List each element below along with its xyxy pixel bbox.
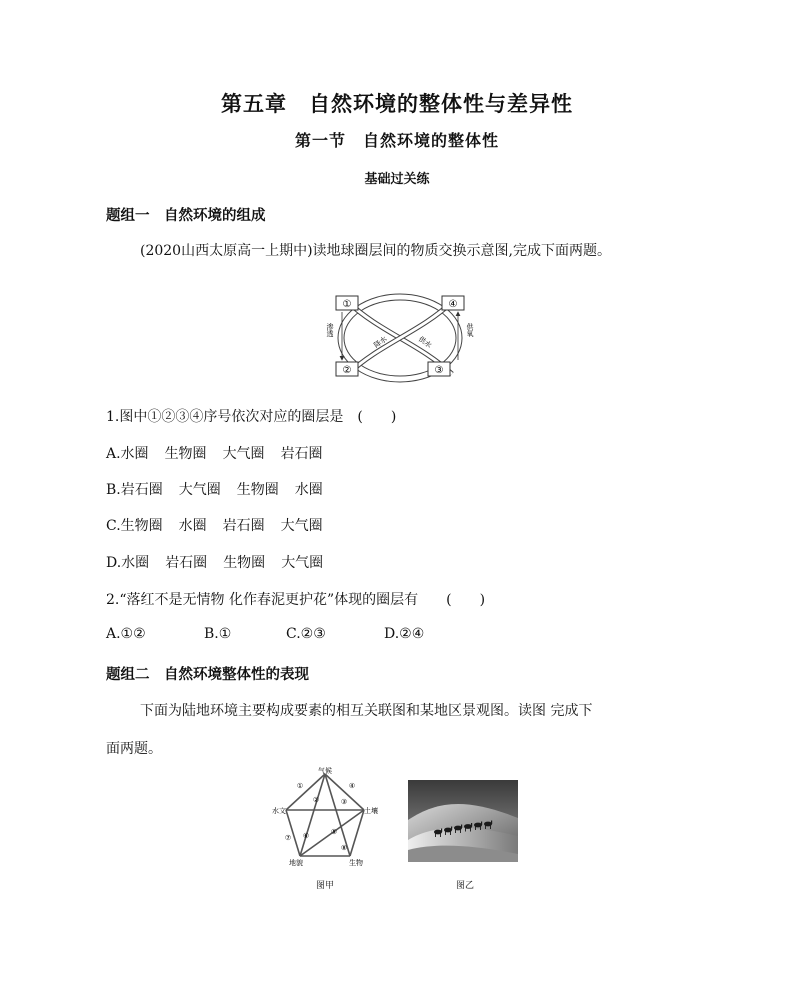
cross-right-label: 供水 (416, 335, 433, 350)
label-3: ③ (340, 798, 348, 806)
q2-option-d[interactable]: D.②④ (384, 626, 425, 642)
figure-b-caption: 图乙 (456, 881, 475, 891)
group2-title: 题组二 自然环境整体性的表现 (106, 666, 309, 683)
figure-a-caption: 图甲 (316, 881, 335, 891)
node-biology: 生物 (349, 859, 363, 867)
group2-intro-line2: 面两题。 (106, 741, 162, 757)
group2-intro-line1: 下面为陆地环境主要构成要素的相互关联图和某地区景观图。读图 完成下 (140, 703, 593, 719)
label-8: ⑧ (340, 844, 348, 852)
q2-option-c[interactable]: C.②③ (286, 626, 326, 642)
subsection-title: 基础过关练 (364, 172, 430, 187)
node-landform: 地貌 (289, 859, 303, 867)
section-title: 第一节 自然环境的整体性 (294, 131, 499, 150)
q2-stem: 2.“落红不是无情物 化作春泥更护花”体现的圈层有 ( ) (106, 592, 486, 608)
label-2: ② (312, 796, 320, 804)
box-3-label: ③ (434, 365, 444, 376)
label-6: ⑥ (302, 832, 310, 840)
box-2-label: ② (342, 365, 352, 376)
box-4-label: ④ (448, 299, 458, 310)
node-climate: 气候 (318, 767, 332, 775)
q1-option-a[interactable]: A.水圈 生物圈 大气圈 岩石圈 (106, 446, 323, 462)
q1-option-c[interactable]: C.生物圈 水圈 岩石圈 大气圈 (106, 518, 323, 534)
edge-hydro-landform (286, 810, 300, 856)
chapter-title: 第五章 自然环境的整体性与差异性 (221, 91, 573, 116)
q1-option-b[interactable]: B.岩石圈 大气圈 生物圈 水圈 (106, 482, 323, 498)
right-label: 供氧 (466, 323, 474, 337)
box-1-label: ① (342, 299, 352, 310)
figure-b-desert-photo (408, 780, 518, 862)
label-7: ⑦ (284, 834, 292, 842)
figure-a-relation-diagram (270, 764, 380, 874)
group1-intro: (2020山西太原高一上期中)读地球圈层间的物质交换示意图,完成下面两题。 (140, 243, 612, 259)
label-4: ④ (348, 782, 356, 790)
node-soil: 土壤 (364, 807, 378, 815)
label-1: ① (296, 782, 304, 790)
node-hydrology: 水文 (272, 807, 286, 815)
group1-title: 题组一 自然环境的组成 (106, 207, 266, 224)
left-label: 渗透 (326, 323, 334, 337)
cross-left-label: 降水 (372, 335, 389, 350)
q2-option-b[interactable]: B.① (204, 626, 232, 642)
edge-soil-bio (350, 810, 364, 856)
q1-option-d[interactable]: D.水圈 岩石圈 生物圈 大气圈 (106, 555, 324, 571)
sphere-exchange-diagram (320, 282, 480, 394)
label-5: ⑤ (330, 828, 338, 836)
q2-option-a[interactable]: A.①② (106, 626, 146, 642)
q1-stem: 1.图中①②③④序号依次对应的圈层是 ( ) (106, 409, 397, 425)
